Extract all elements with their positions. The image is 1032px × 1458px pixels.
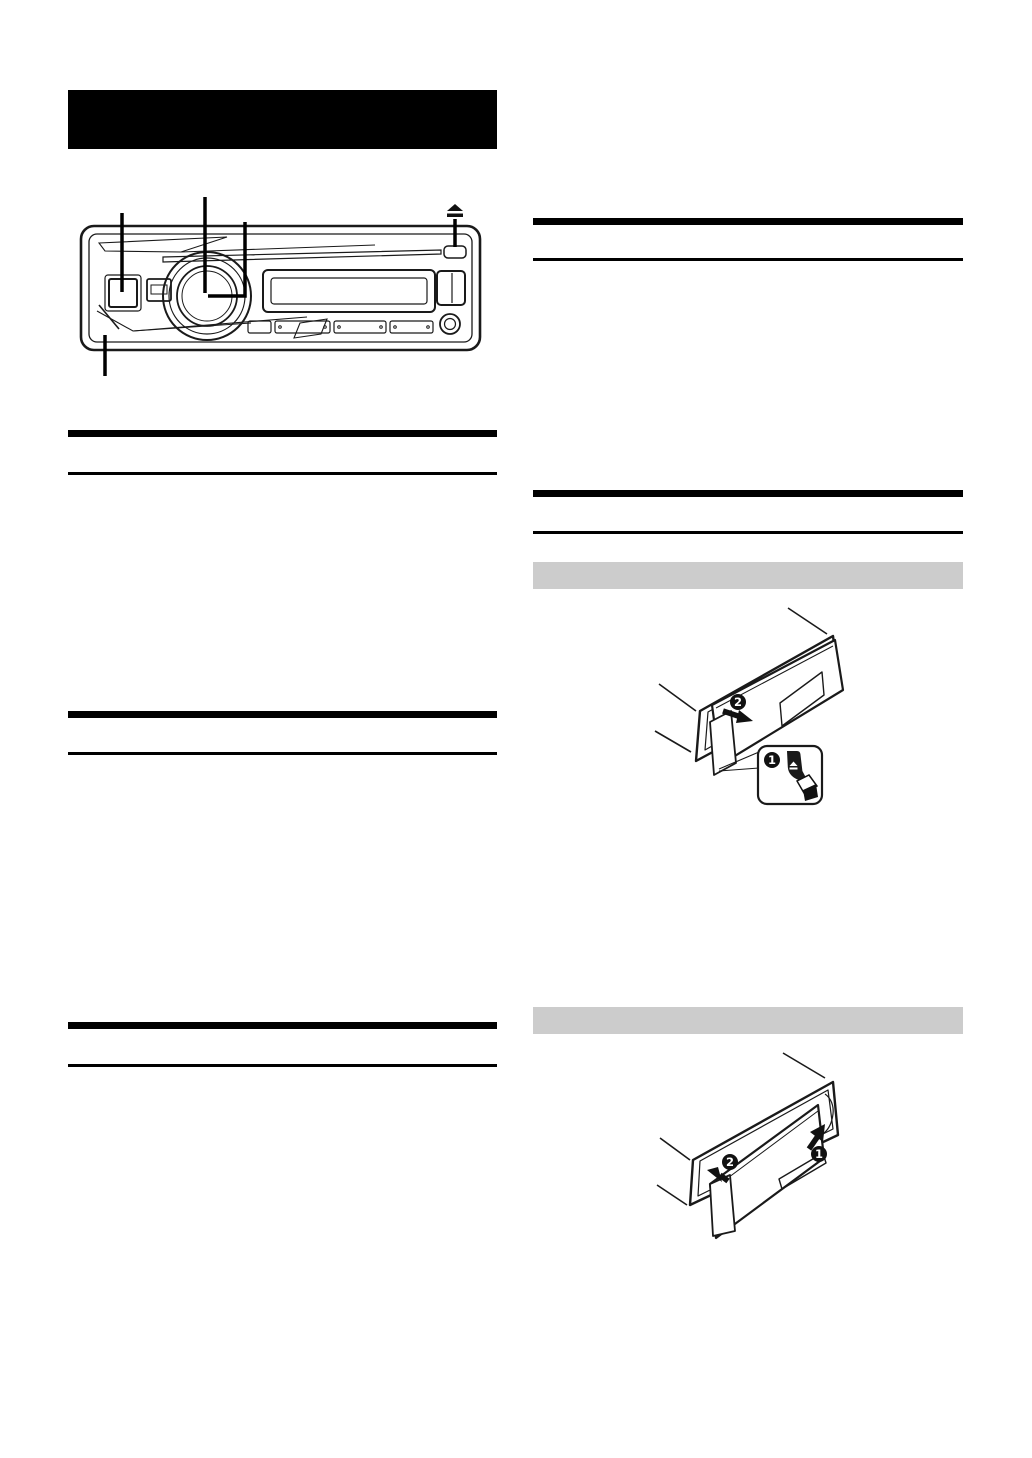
section-rule-thin-4: [533, 258, 963, 261]
attach-figure: [640, 1048, 960, 1248]
preset-dot-4: [380, 326, 383, 329]
preset-dot-5: [394, 326, 397, 329]
title-bar: [68, 90, 497, 149]
section-rule-thick-4: [533, 218, 963, 225]
preset-button-1: [248, 321, 271, 333]
faceplate-side-face: [710, 1175, 735, 1236]
facia-wedge-top: [99, 237, 227, 252]
chassis-bottom-edge: [655, 731, 691, 752]
display-window: [271, 278, 427, 304]
section-rule-thick-5: [533, 490, 963, 497]
step-1-number: 1: [814, 1147, 824, 1162]
preset-dot-2: [324, 326, 327, 329]
step-2-number: 2: [725, 1155, 735, 1170]
chassis-top-edge: [788, 608, 827, 634]
chassis-left-edge: [659, 684, 696, 711]
preset-dot-3: [338, 326, 341, 329]
section-rule-thick-3: [68, 1022, 497, 1029]
step-2-number: 2: [733, 695, 743, 710]
section-rule-thick-2: [68, 711, 497, 718]
head-unit-diagram: [75, 195, 505, 380]
right-button: [437, 271, 465, 305]
display-bezel: [263, 270, 435, 312]
facia-line-top: [181, 245, 375, 252]
section-rule-thin-2: [68, 752, 497, 755]
aux-jack-inner: [445, 319, 456, 330]
release-button: [444, 246, 466, 258]
figure-attach-panel: [640, 1048, 960, 1248]
subsection-bar-attach: [533, 1007, 963, 1034]
figure-detach-panel: [640, 600, 960, 815]
section-rule-thin-5: [533, 531, 963, 534]
head-unit-figure: [75, 195, 505, 380]
corner-notch: [99, 305, 119, 329]
chassis-left-edge: [660, 1138, 690, 1160]
preset-dot-1: [279, 326, 282, 329]
preset-button-3: [334, 321, 386, 333]
section-rule-thin-3: [68, 1064, 497, 1067]
step-1-number: 1: [767, 753, 777, 768]
faceplate-side-face: [710, 711, 736, 775]
section-rule-thin-1: [68, 472, 497, 475]
facia-wedge-bottom: [294, 319, 327, 338]
section-rule-thick-1: [68, 430, 497, 437]
chassis-top-edge: [783, 1053, 825, 1078]
aux-jack-outer: [440, 314, 460, 334]
preset-dot-6: [427, 326, 430, 329]
eject-icon: [447, 204, 463, 217]
chassis-bottom-edge: [657, 1185, 687, 1205]
detach-figure: [640, 600, 960, 815]
subsection-bar-detach: [533, 562, 963, 589]
